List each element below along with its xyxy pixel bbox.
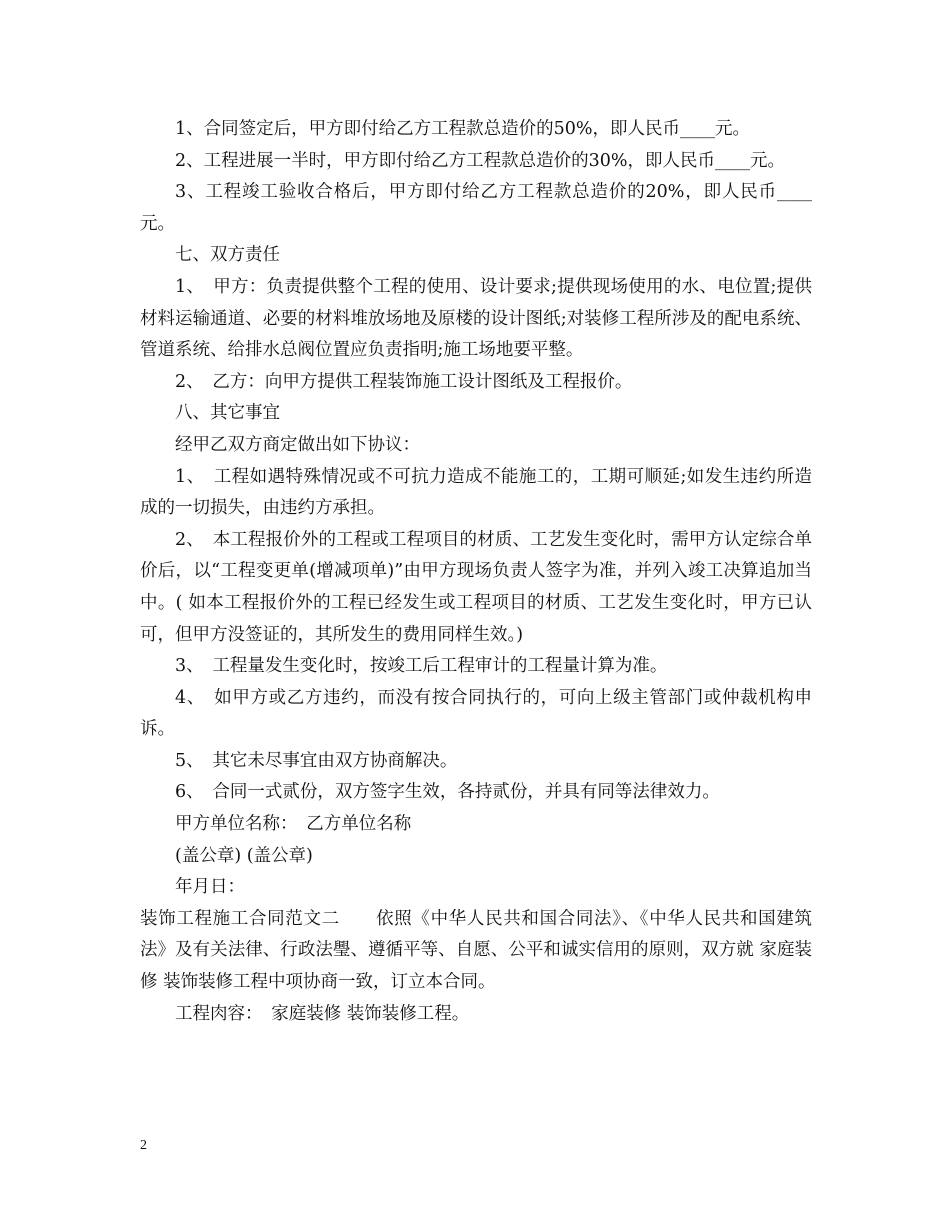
paragraph-other-6: 6、 合同一式贰份，双方签字生效，各持贰份，并具有同等法律效力。 xyxy=(175,782,720,803)
paragraph-project-content: 工程肉容： 家庭装修 装饰装修工程。 xyxy=(175,1003,470,1024)
page-number: 2 xyxy=(140,1138,147,1153)
paragraph-other-2: 2、 本工程报价外的工程或工程项目的材质、工艺发生变化时，需甲方认定综合单价后，以“工程变更单(增减项单)”由甲方现场负责人签字为准，并列入竣工决算追加当中。( 如本工程报价外的工程已经发生或工程项目的材质、工艺发生变化时，甲方已认可，但甲方没签证的，其所发生的费用同样生效。) xyxy=(140,529,812,645)
section-heading-responsibilities: 七、双方责任 xyxy=(175,245,280,266)
paragraph-agreement-intro: 经甲乙双方商定做出如下协议： xyxy=(175,434,420,455)
paragraph-payment-1: 1、合同签定后，甲方即付给乙方工程款总造价的50%，即人民币____元。 xyxy=(175,119,751,139)
document-body xyxy=(140,114,812,1030)
paragraph-contract-two-intro: 装饰工程施工合同范文二 依照《中华人民共和国合同法》、《中华人民共和国建筑法》及有关法律、行政法璺、遵循平等、自愿、公平和诚实信用的原则，双方就 家庭装修 装饰装修工程中项协商一致，订立本合同。 xyxy=(140,908,812,993)
section-heading-other-matters: 八、其它事宜 xyxy=(175,403,280,424)
signature-date: 年月日： xyxy=(175,877,245,898)
signature-seals: (盖公章) (盖公章) xyxy=(175,845,313,866)
paragraph-payment-2: 2、工程进展一半时，甲方即付给乙方工程款总造价的30%，即人民币____元。 xyxy=(175,150,786,171)
paragraph-other-1: 1、 工程如遇特殊情况或不可抗力造成不能施工的，工期可顺延;如发生违约所造成的一切损失，由违约方承担。 xyxy=(140,466,812,519)
paragraph-party-b-duty: 2、 乙方：向甲方提供工程装饰施工设计图纸及工程报价。 xyxy=(175,371,633,392)
paragraph-other-4: 4、 如甲方或乙方违约，而没有按合同执行的，可向上级主管部门或仲裁机构申诉。 xyxy=(140,687,812,740)
paragraph-payment-3: 3、工程竣工验收合格后，甲方即付给乙方工程款总造价的20%，即人民币____元。 xyxy=(140,182,812,234)
paragraph-party-a-duty: 1、 甲方：负责提供整个工程的使用、设计要求;提供现场使用的水、电位置;提供材料运输通道、必要的材料堆放场地及原楼的设计图纸;对装修工程所涉及的配电系统、管道系统、给排水总阀位置应负责指明;施工场地要平整。 xyxy=(140,276,812,361)
paragraph-other-5: 5、 其它未尽事宜由双方协商解决。 xyxy=(175,750,458,771)
signature-unit-names: 甲方单位名称： 乙方单位名称 xyxy=(175,814,412,835)
paragraph-other-3: 3、 工程量发生变化时，按竣工后工程审计的工程量计算为准。 xyxy=(175,656,668,677)
